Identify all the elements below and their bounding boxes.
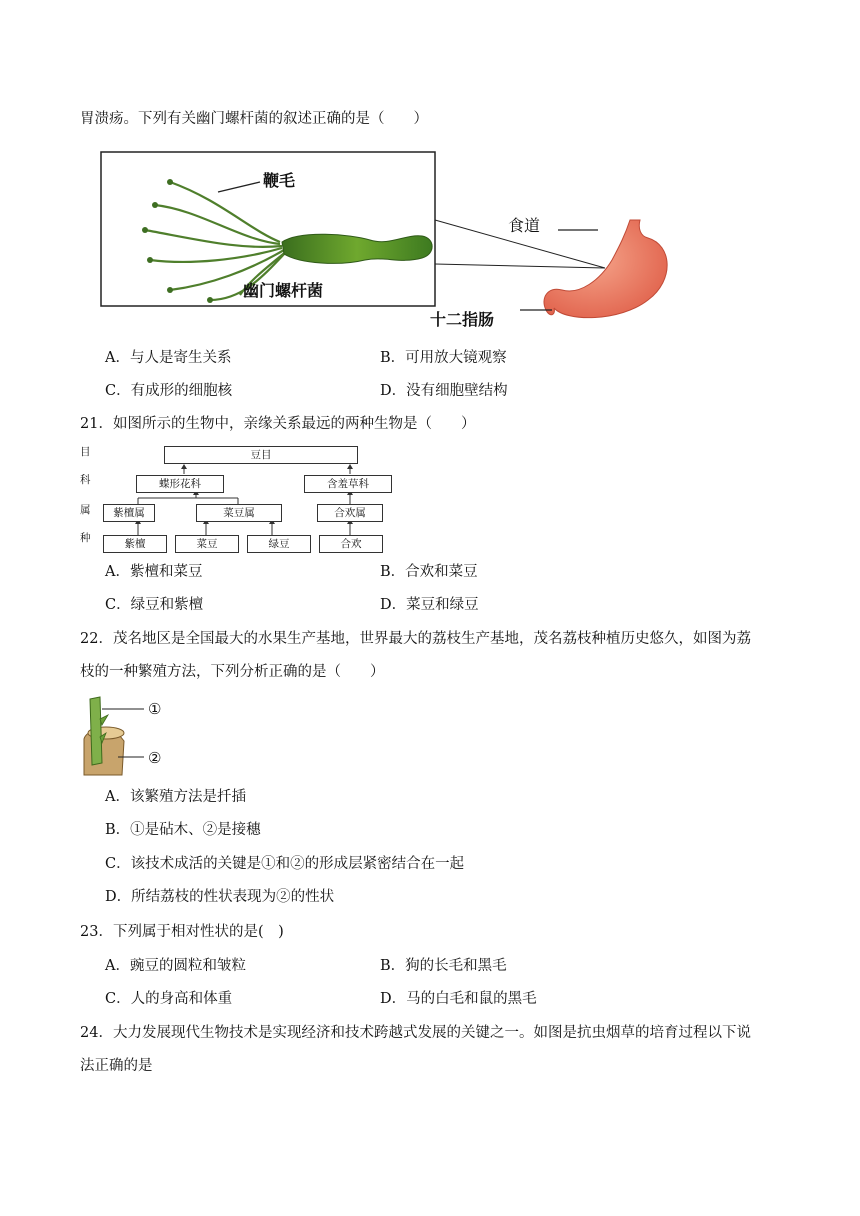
taxonomy-figure — [78, 442, 398, 554]
stomach — [544, 220, 667, 318]
q22-option-b: B．①是砧木、②是接穗 — [105, 822, 261, 838]
q21-option-d: D．菜豆和绿豆 — [380, 597, 479, 613]
taxon-family-2: 含羞草科 — [304, 475, 392, 493]
label-flagella: 鞭毛 — [263, 171, 296, 190]
q20-option-d: D．没有细胞壁结构 — [380, 383, 508, 399]
q22-stem-line2: 枝的一种繁殖方法，下列分析正确的是（ ） — [80, 664, 385, 680]
label-bacterium: 幽门螺杆菌 — [243, 281, 324, 300]
taxon-genus-2: 菜豆属 — [196, 504, 282, 522]
q20-option-b: B．可用放大镜观察 — [380, 350, 507, 366]
bacterium-body — [282, 234, 432, 263]
q23-option-b: B．狗的长毛和黑毛 — [380, 958, 507, 974]
q23-option-d: D．马的白毛和鼠的黑毛 — [380, 991, 537, 1007]
grafting-diagram — [78, 693, 178, 777]
taxon-species-4: 合欢 — [319, 535, 383, 553]
q24-stem-line2: 法正确的是 — [80, 1058, 153, 1074]
q22-option-d: D．所结荔枝的性状表现为②的性状 — [105, 889, 335, 905]
label-2: ② — [148, 749, 162, 767]
label-esophagus: 食道 — [508, 216, 541, 235]
q20-stem: 胃溃疡。下列有关幽门螺杆菌的叙述正确的是（ ） — [80, 111, 428, 127]
q23-option-a: A．豌豆的圆粒和皱粒 — [105, 958, 246, 974]
q22-option-a: A．该繁殖方法是扦插 — [105, 789, 246, 805]
taxon-species-1: 紫檀 — [103, 535, 167, 553]
q21-stem: 21．如图所示的生物中，亲缘关系最远的两种生物是（ ） — [80, 416, 476, 432]
q23-stem: 23．下列属于相对性状的是( ) — [80, 924, 284, 940]
q23-option-c: C．人的身高和体重 — [105, 991, 233, 1007]
taxon-family-1: 蝶形花科 — [136, 475, 224, 493]
q22-stem-line1: 22．茂名地区是全国最大的水果生产基地，世界最大的荔枝生产基地，茂名荔枝种植历史悠久，如图为荔 — [80, 631, 751, 647]
q21-option-b: B．合欢和菜豆 — [380, 564, 478, 580]
taxon-genus-3: 合欢属 — [317, 504, 383, 522]
rank-genus: 属 — [80, 504, 91, 516]
grafting-figure — [78, 693, 178, 777]
scion — [90, 697, 102, 765]
rank-order: 目 — [80, 446, 91, 458]
taxon-species-3: 绿豆 — [247, 535, 311, 553]
label-1: ① — [148, 700, 162, 718]
taxon-species-2: 菜豆 — [175, 535, 239, 553]
taxon-order: 豆目 — [164, 446, 358, 464]
taxon-genus-1: 紫檀属 — [103, 504, 155, 522]
q21-option-c: C．绿豆和紫檀 — [105, 597, 204, 613]
rank-species: 种 — [80, 532, 91, 544]
helicobacter-figure — [100, 150, 680, 332]
rank-family: 科 — [80, 474, 91, 486]
q20-option-a: A．与人是寄生关系 — [105, 350, 232, 366]
label-duodenum: 十二指肠 — [430, 310, 495, 329]
q22-option-c: C．该技术成活的关键是①和②的形成层紧密结合在一起 — [105, 856, 465, 872]
q24-stem-line1: 24．大力发展现代生物技术是实现经济和技术跨越式发展的关键之一。如图是抗虫烟草的培育过程以下说 — [80, 1025, 751, 1041]
helicobacter-diagram — [100, 150, 680, 332]
q21-option-a: A．紫檀和菜豆 — [105, 564, 203, 580]
q20-option-c: C．有成形的细胞核 — [105, 383, 233, 399]
